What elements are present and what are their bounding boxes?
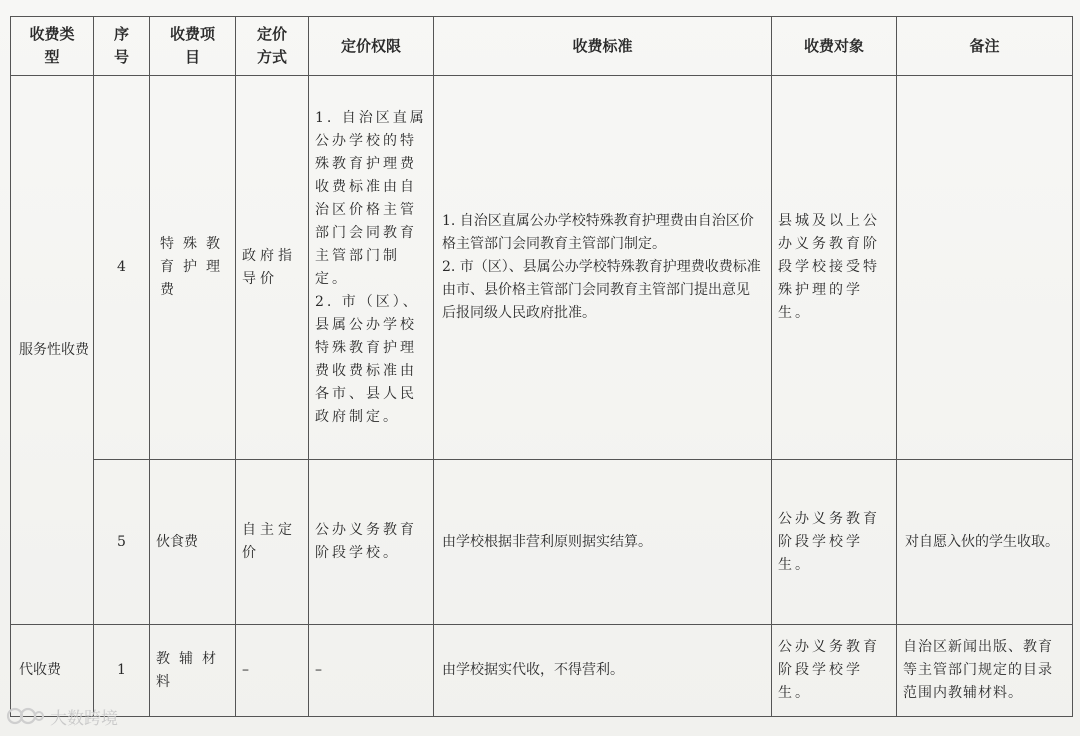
fee-standard-cell: 1. 自治区直属公办学校特殊教育护理费由自治区价格主管部门会同教育主管部门制定。 2. 市（区）、县属公办学校特殊教育护理费收费标准由市、县价格主管部门会同教育主管部门提出意见后报同级人民政府批准。 — [434, 76, 772, 460]
watermark — [6, 704, 118, 728]
fee-standard-cell: 由学校根据非营利原则据实结算。 — [434, 460, 772, 625]
pricing-method-cell: 政府指导价 — [236, 76, 309, 460]
serial-no-cell: 1 — [94, 625, 150, 717]
pricing-authority-cell: 公办义务教育阶段学校。 — [309, 460, 434, 625]
pricing-method-cell: – — [236, 625, 309, 717]
header-serial-no: 序号 — [94, 17, 150, 76]
table-header-row — [11, 17, 1073, 76]
watermark-text: 大数跨境 — [50, 708, 118, 729]
serial-no-cell: 4 — [94, 76, 150, 460]
remark-cell — [897, 76, 1073, 460]
fee-item-cell: 伙食费 — [150, 460, 236, 625]
header-fee-standard: 收费标准 — [434, 17, 772, 76]
pricing-authority-cell: 1. 自治区直属公办学校的特殊教育护理费收费标准由自治区价格主管部门会同教育主管部门制定。 2. 市（区）、县属公办学校特殊教育护理费收费标准由各市、县人民政府制定。 — [309, 76, 434, 460]
fee-table — [10, 16, 1073, 717]
fee-target-cell: 公办义务教育阶段学校学生。 — [772, 625, 897, 717]
fee-target-cell: 县城及以上公办义务教育阶段学校接受特殊护理的学生。 — [772, 76, 897, 460]
header-fee-item: 收费项目 — [150, 17, 236, 76]
table-row — [11, 625, 1073, 717]
fee-item-cell: 教辅材料 — [150, 625, 236, 717]
header-pricing-method: 定价方式 — [236, 17, 309, 76]
fee-item-cell: 特殊教育护理费 — [150, 76, 236, 460]
header-fee-type: 收费类型 — [11, 17, 94, 76]
remark-cell: 对自愿入伙的学生收取。 — [897, 460, 1073, 625]
serial-no-cell: 5 — [94, 460, 150, 625]
table-row — [11, 76, 1073, 460]
watermark-logo-icon — [6, 705, 46, 727]
header-remark: 备注 — [897, 17, 1073, 76]
pricing-authority-cell: – — [309, 625, 434, 717]
remark-cell: 自治区新闻出版、教育等主管部门规定的目录范围内教辅材料。 — [897, 625, 1073, 717]
header-fee-target: 收费对象 — [772, 17, 897, 76]
table-row — [11, 460, 1073, 625]
fee-target-cell: 公办义务教育阶段学校学生。 — [772, 460, 897, 625]
fee-type-cell: 代收费 — [11, 625, 94, 717]
fee-standard-cell: 由学校据实代收，不得营利。 — [434, 625, 772, 717]
fee-type-cell: 服务性收费 — [11, 76, 94, 625]
pricing-method-cell: 自主定价 — [236, 460, 309, 625]
header-pricing-authority: 定价权限 — [309, 17, 434, 76]
